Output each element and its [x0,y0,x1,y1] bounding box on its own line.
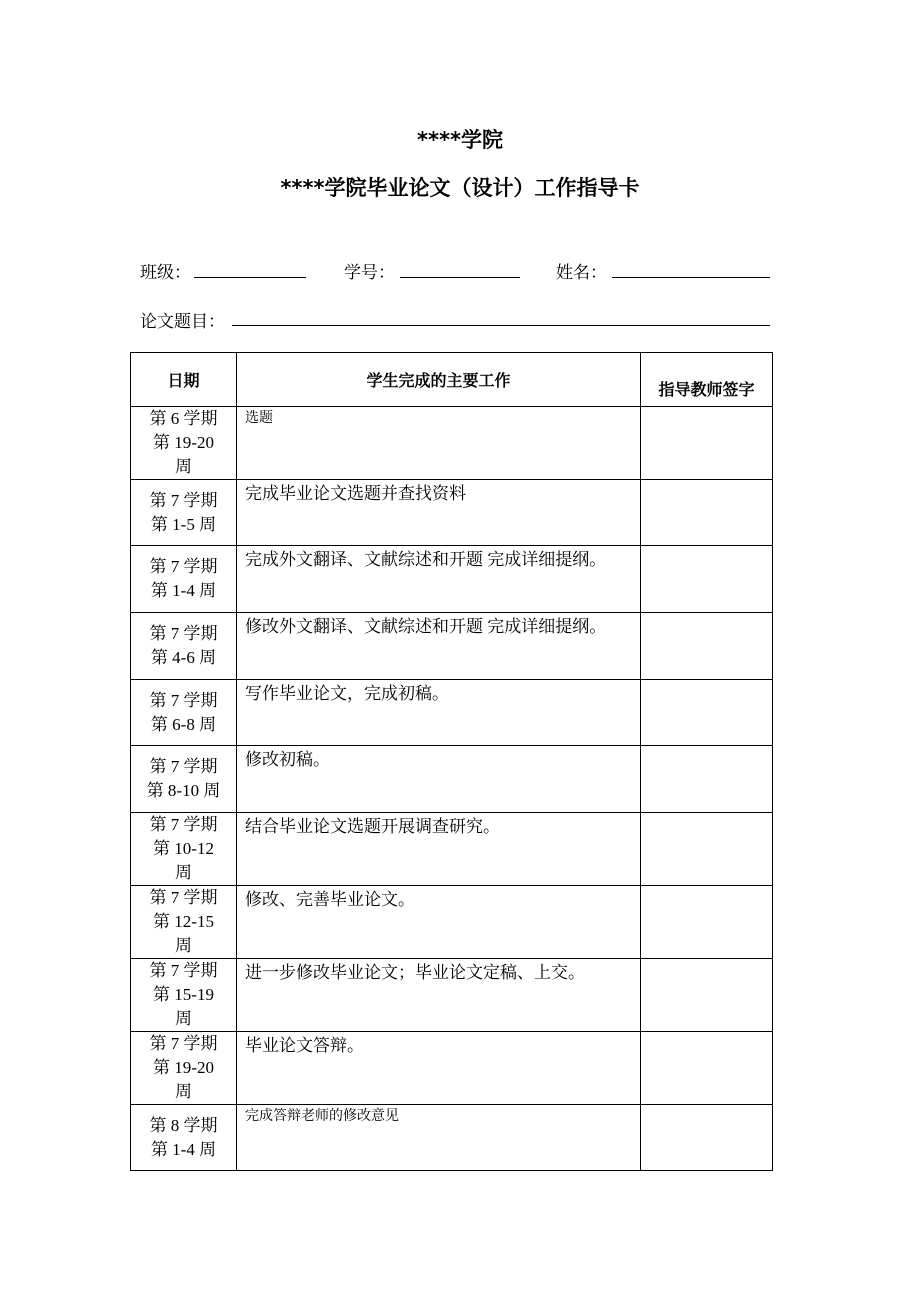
work-cell: 完成答辩老师的修改意见 [237,1105,641,1171]
table-row [131,680,773,746]
signature-cell[interactable] [641,886,773,959]
signature-cell[interactable] [641,546,773,613]
date-cell: 第 6 学期 第 19-20 周 [131,407,237,480]
signature-cell[interactable] [641,480,773,546]
table-row [131,480,773,546]
header-teacher-signature: 指导教师签字 [641,353,773,407]
date-cell: 第 7 学期 第 15-19 周 [131,959,237,1032]
header-main-work: 学生完成的主要工作 [237,353,641,407]
signature-cell[interactable] [641,680,773,746]
work-cell: 修改、完善毕业论文。 [237,886,641,959]
table-row [131,1105,773,1171]
date-cell: 第 7 学期 第 4-6 周 [131,613,237,680]
table-row [131,1032,773,1105]
work-cell: 进一步修改毕业论文；毕业论文定稿、上交。 [237,959,641,1032]
guidance-table [130,352,773,1171]
student-id-label: 学号： [344,263,395,282]
work-cell: 选题 [237,407,641,480]
table-row [131,546,773,613]
signature-cell[interactable] [641,1032,773,1105]
date-cell: 第 7 学期 第 1-4 周 [131,546,237,613]
date-cell: 第 7 学期 第 10-12 周 [131,813,237,886]
name-label: 姓名： [556,263,607,282]
work-cell: 结合毕业论文选题开展调查研究。 [237,813,641,886]
signature-cell[interactable] [641,959,773,1032]
signature-cell[interactable] [641,813,773,886]
work-cell: 完成外文翻译、文献综述和开题 完成详细提纲。 [237,546,641,613]
table-row [131,407,773,480]
college-name: ****学院 [417,128,503,152]
table-header-row [131,353,773,407]
table-row [131,959,773,1032]
class-label: 班级： [140,263,191,282]
thesis-title-label: 论文题目： [140,312,225,331]
date-cell: 第 7 学期 第 12-15 周 [131,886,237,959]
work-cell: 修改外文翻译、文献综述和开题 完成详细提纲。 [237,613,641,680]
date-cell: 第 7 学期 第 6-8 周 [131,680,237,746]
form-title: ****学院毕业论文（设计）工作指导卡 [280,176,640,200]
table-row [131,886,773,959]
date-cell: 第 7 学期 第 8-10 周 [131,746,237,813]
name-field[interactable] [612,277,770,278]
work-cell: 修改初稿。 [237,746,641,813]
date-cell: 第 7 学期 第 19-20 周 [131,1032,237,1105]
table-row [131,813,773,886]
thesis-title-field[interactable] [232,325,770,326]
work-cell: 毕业论文答辩。 [237,1032,641,1105]
signature-cell[interactable] [641,1105,773,1171]
date-cell: 第 7 学期 第 1-5 周 [131,480,237,546]
work-cell: 写作毕业论文，完成初稿。 [237,680,641,746]
header-date: 日期 [131,353,237,407]
class-field[interactable] [194,277,306,278]
signature-cell[interactable] [641,613,773,680]
table-row [131,746,773,813]
table-row [131,613,773,680]
signature-cell[interactable] [641,746,773,813]
date-cell: 第 8 学期 第 1-4 周 [131,1105,237,1171]
work-cell: 完成毕业论文选题并查找资料 [237,480,641,546]
student-id-field[interactable] [400,277,520,278]
signature-cell[interactable] [641,407,773,480]
